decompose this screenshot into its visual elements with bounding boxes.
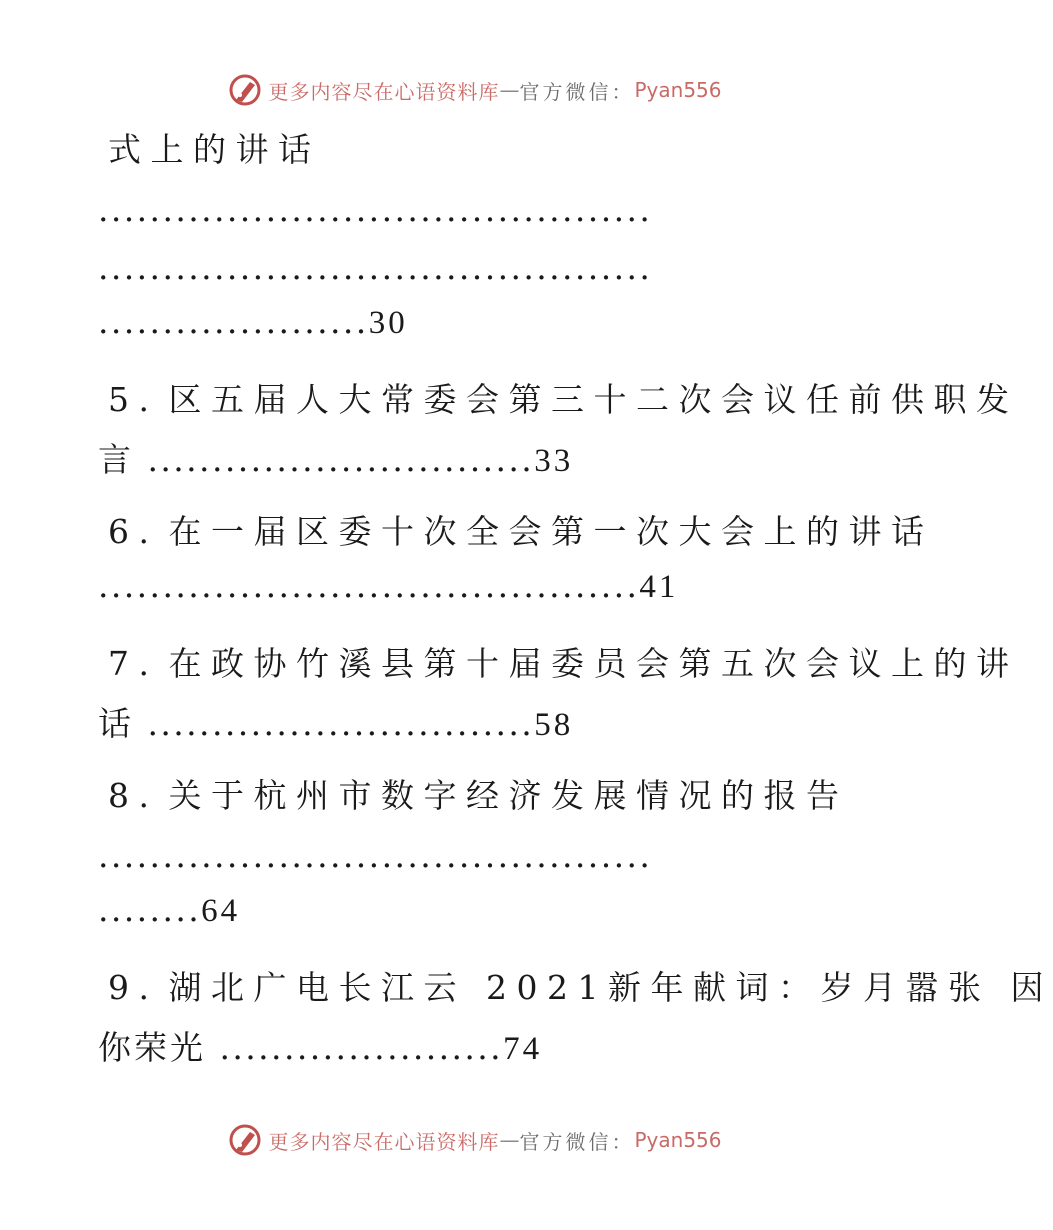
toc-entry-4-page-line bbox=[98, 302, 408, 342]
pen-logo-icon bbox=[228, 1123, 262, 1157]
banner-wechat-id: Pyan556 bbox=[634, 1128, 722, 1152]
toc-entry-title: 在政协竹溪县第十届委员会第五次会议上的讲 bbox=[168, 644, 1019, 683]
toc-entry-7[interactable] bbox=[108, 638, 1019, 685]
toc-entry-9[interactable] bbox=[108, 962, 1053, 1009]
toc-leader-dots: ...................... bbox=[219, 1028, 504, 1067]
toc-entry-9-page-line bbox=[98, 1022, 542, 1069]
toc-leader-dots: .......................................... bbox=[98, 566, 640, 605]
toc-entry-number: 9. bbox=[108, 968, 159, 1007]
toc-entry-title: 在一届区委十次全会第一次大会上的讲话 bbox=[168, 512, 934, 551]
toc-page-number: 74 bbox=[503, 1031, 543, 1067]
footer-banner bbox=[0, 1120, 950, 1160]
toc-page-number: 58 bbox=[534, 707, 574, 743]
toc-entry-title: 你荣光 bbox=[98, 1028, 206, 1067]
banner-official-label: 官方微信： bbox=[519, 79, 635, 104]
toc-leader-dots: ..................... bbox=[98, 302, 369, 341]
toc-leader-dots: .............................. bbox=[147, 440, 535, 479]
toc-leader-dots: ........................................... bbox=[98, 836, 653, 875]
banner-official-label: 官方微信： bbox=[519, 1129, 635, 1154]
toc-entry-8[interactable] bbox=[108, 770, 849, 817]
toc-entry-title: 湖北广电长江云 2021新年献词：岁月嚣张 因 bbox=[168, 968, 1053, 1007]
toc-entry-8-page-line bbox=[98, 890, 240, 930]
toc-entry-number: 7. bbox=[108, 644, 159, 683]
banner-dash: — bbox=[499, 1128, 520, 1152]
toc-entry-title: 关于杭州市数字经济发展情况的报告 bbox=[168, 776, 849, 815]
toc-entry-6[interactable] bbox=[108, 506, 934, 553]
banner-dash: — bbox=[499, 78, 520, 102]
toc-leader-dots: ........................................... bbox=[98, 248, 653, 287]
toc-entry-title: 区五届人大常委会第三十二次会议任前供职发 bbox=[168, 380, 1019, 419]
banner-main-text: 更多内容尽在心语资料库 bbox=[268, 79, 500, 104]
toc-page-number: 64 bbox=[201, 893, 241, 929]
banner-wechat-id: Pyan556 bbox=[634, 78, 722, 102]
toc-page-number: 33 bbox=[534, 443, 574, 479]
toc-entry-6-page-line bbox=[98, 566, 678, 606]
toc-leader-dots: .............................. bbox=[147, 704, 535, 743]
toc-entry-title: 言 bbox=[98, 440, 134, 479]
toc-page-number: 30 bbox=[368, 305, 408, 341]
banner-main-text: 更多内容尽在心语资料库 bbox=[268, 1129, 500, 1154]
toc-continued-title: 式上的讲话 bbox=[108, 130, 321, 169]
toc-entry-7-page-line bbox=[98, 698, 573, 745]
toc-entry-number: 6. bbox=[108, 512, 159, 551]
toc-entry-title: 话 bbox=[98, 704, 134, 743]
toc-entry-5-page-line bbox=[98, 434, 573, 481]
toc-entry-number: 5. bbox=[108, 380, 159, 419]
header-banner bbox=[0, 70, 950, 110]
toc-entry-number: 8. bbox=[108, 776, 159, 815]
toc-leader-dots: ........ bbox=[98, 890, 202, 929]
toc-entry-5[interactable] bbox=[108, 374, 1019, 421]
toc-leader-dots: ........................................... bbox=[98, 190, 653, 229]
pen-logo-icon bbox=[228, 73, 262, 107]
toc-page-number: 41 bbox=[639, 569, 679, 605]
